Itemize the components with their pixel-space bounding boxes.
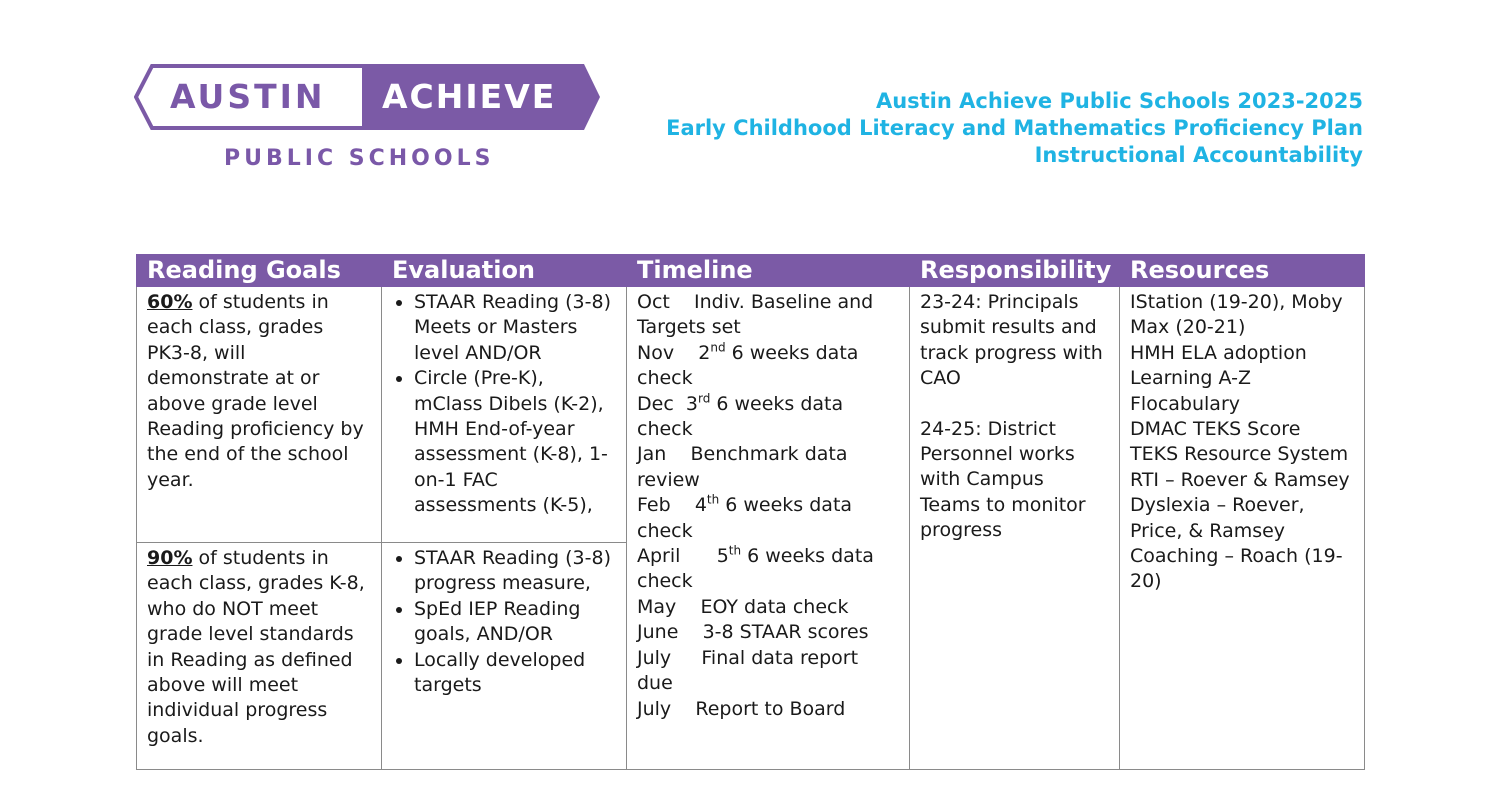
timeline-item: July Report to Board bbox=[637, 697, 846, 720]
timeline-item: Nov 2nd 6 weeks data check bbox=[637, 340, 859, 390]
logo-public-schools-text: PUBLIC SCHOOLS bbox=[224, 146, 495, 171]
resource-item: TEKS Resource System bbox=[1130, 443, 1349, 466]
column-header-responsibility: Responsibility bbox=[910, 255, 1120, 287]
resources-cell bbox=[1120, 287, 1365, 770]
resource-item: Flocabulary bbox=[1130, 392, 1241, 415]
logo-achieve-text: ACHIEVE bbox=[382, 77, 557, 116]
resource-item: Coaching – Roach (19-20) bbox=[1130, 545, 1343, 593]
evaluation-list bbox=[392, 290, 616, 519]
list-item: • STAAR Reading (3-8) Meets or Masters level AND/OR bbox=[414, 290, 616, 366]
list-item: • Circle (Pre-K), mClass Dibels (K-2), HMH End-of-year assessment (K-8), 1-on-1 FAC assessments (K-5), bbox=[414, 366, 616, 518]
list-item: • Locally developed targets bbox=[414, 648, 616, 699]
column-header-timeline: Timeline bbox=[627, 255, 910, 287]
timeline-item: April 5th 6 weeks data check bbox=[637, 543, 874, 593]
resource-item: Dyslexia – Roever, Price, & Ramsey bbox=[1130, 494, 1305, 542]
evaluation-cell bbox=[382, 287, 627, 543]
goal-percent: 90% bbox=[147, 547, 193, 569]
proficiency-plan-table bbox=[136, 254, 1365, 770]
goal-percent: 60% bbox=[147, 291, 193, 313]
timeline-item: Feb 4th 6 weeks data check bbox=[637, 492, 853, 542]
list-item: • SpEd IEP Reading goals, AND/OR bbox=[414, 597, 616, 648]
goal-text: of students in each class, grades PK3-8, will demonstrate at or above grade level Reading proficiency by the end of the school year. bbox=[147, 291, 364, 491]
document-header bbox=[666, 88, 1363, 169]
timeline-item: Dec 3rd 6 weeks data check bbox=[637, 391, 844, 441]
resource-item: Learning A-Z bbox=[1130, 367, 1251, 390]
table-header-row bbox=[137, 255, 1365, 287]
column-header-evaluation: Evaluation bbox=[382, 255, 627, 287]
resource-item: HMH ELA adoption bbox=[1130, 341, 1307, 364]
resource-item: IStation (19-20), Moby Max (20-21) bbox=[1130, 291, 1343, 339]
responsibility-item: 24-25: District Personnel works with Campus Teams to monitor progress bbox=[920, 417, 1086, 542]
goal-text: of students in each class, grades K-8, who do NOT meet grade level standards in Reading as defined above will meet individual progress goals. bbox=[147, 547, 365, 747]
timeline-item: May EOY data check bbox=[637, 595, 849, 618]
column-header-reading-goals: Reading Goals bbox=[137, 255, 382, 287]
timeline-item: Oct Indiv. Baseline and Targets set bbox=[637, 291, 874, 339]
timeline-item: July Final data report due bbox=[637, 646, 859, 695]
table-row bbox=[137, 287, 1365, 543]
list-item: • STAAR Reading (3-8) progress measure, bbox=[414, 546, 616, 597]
header-title-line-2: Early Childhood Literacy and Mathematics Proficiency Plan bbox=[666, 116, 1363, 140]
header-title-line-3: Instructional Accountability bbox=[1034, 143, 1363, 167]
austin-achieve-logo bbox=[134, 64, 600, 174]
header-title-line-1: Austin Achieve Public Schools 2023-2025 bbox=[875, 89, 1363, 113]
evaluation-cell bbox=[382, 543, 627, 770]
responsibility-item: 23-24: Principals submit results and track progress with CAO bbox=[920, 291, 1103, 390]
goal-cell bbox=[137, 287, 382, 543]
timeline-cell bbox=[627, 287, 910, 770]
timeline-item: June 3-8 STAAR scores bbox=[637, 621, 869, 644]
goal-cell bbox=[137, 543, 382, 770]
column-header-resources: Resources bbox=[1120, 255, 1365, 287]
resource-item: RTI – Roever & Ramsey bbox=[1130, 468, 1350, 491]
evaluation-list bbox=[392, 546, 616, 698]
resource-item: DMAC TEKS Score bbox=[1130, 418, 1301, 441]
logo-austin-text: AUSTIN bbox=[170, 77, 326, 116]
responsibility-cell bbox=[910, 287, 1120, 770]
timeline-item: Jan Benchmark data review bbox=[637, 443, 848, 491]
